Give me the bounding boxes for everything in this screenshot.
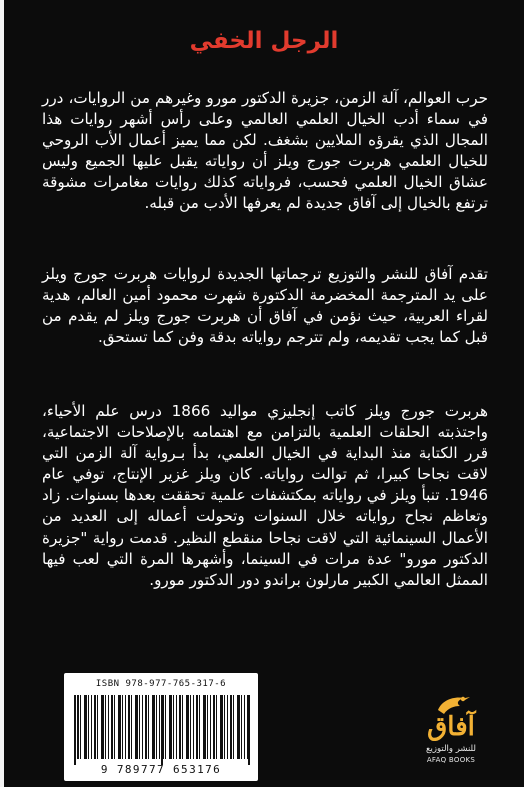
title-container (4, 28, 524, 54)
publisher-name: آفاق (427, 712, 475, 742)
barcode-digits: 9 789777 653176 (100, 763, 222, 776)
barcode-guard-left (74, 695, 76, 765)
book-title: الرجل الخفي (189, 28, 339, 54)
publisher-logo (420, 688, 482, 768)
isbn-barcode (64, 673, 258, 781)
blurb-paragraph-3: هربرت جورج ويلز كاتب إنجليزي مواليد 1866 درس علم الأحياء، واجتذبته الحلقات العلمية بالتزامن مع اهتمامه بالإصلاحات الاجتماعية، قرر الكتابة منذ البداية في الخيال العلمي، بدأ بـرواية آلة الزمن التي لاقت نجاحا كبيرا، ثم توالت رواياته. كان ويلز غزير الإنتاج، توفي عام 1946. تنبأ ويلز في رواياته بمكتشفات علمية تحققت بعدها بسنوات. زاد وتعاظم نجاح رواياته خلال السنوات وتحولت أعماله إلى العديد من الأعمال السينمائية التي لاقت نجاحا منقطع النظير. قدمت رواية "جزيرة الدكتور مورو" عدة مرات في السينما، وأشهرها المرة التي لعب فيها الممثل العالمي الكبير مارلون براندو دور الدكتور مورو. (42, 402, 488, 589)
blurb-paragraph-1: حرب العوالم، آلة الزمن، جزيرة الدكتور مورو وغيرهم من الروايات، درر في سماء أدب الخيال العلمي العالمي وعلى رأس أشهر روايات هذا المجال الذي يقرؤه الملايين بشغف. لكن مما يميز أعمال الأب الروحي للخيال العلمي هربرت جورج ويلز أن رواياته يقبل عليها الجميع وليس عشاق الخيال العلمي فحسب، فرواياته كذلك روايات مغامرات مشوقة ترتفع بالخيال إلى آفاق جديدة لم يعرفها الأدب من قبله. (42, 89, 488, 213)
barcode-guard-center (161, 695, 163, 765)
barcode-guard-right (248, 695, 250, 765)
publisher-english-name: AFAQ BOOKS (426, 756, 476, 764)
publisher-subtitle: للنشر والتوزيع (426, 744, 476, 754)
isbn-label: ISBN 978-977-765-317-6 (95, 679, 227, 689)
back-cover (4, 0, 524, 787)
blurb-paragraph-2: تقدم آفاق للنشر والتوزيع ترجماتها الجديدة لروايات هربرت جورج ويلز على يد المترجمة المخضرمة الدكتورة شهرت محمود أمين العالم، هدية لقراء العربية، حيث نؤمن في آفاق أن هربرت جورج ويلز لم يقدم من قبل كما يجب تقديمه، ولم تترجم رواياته بدقة وفن كما تستحق. (42, 265, 488, 347)
